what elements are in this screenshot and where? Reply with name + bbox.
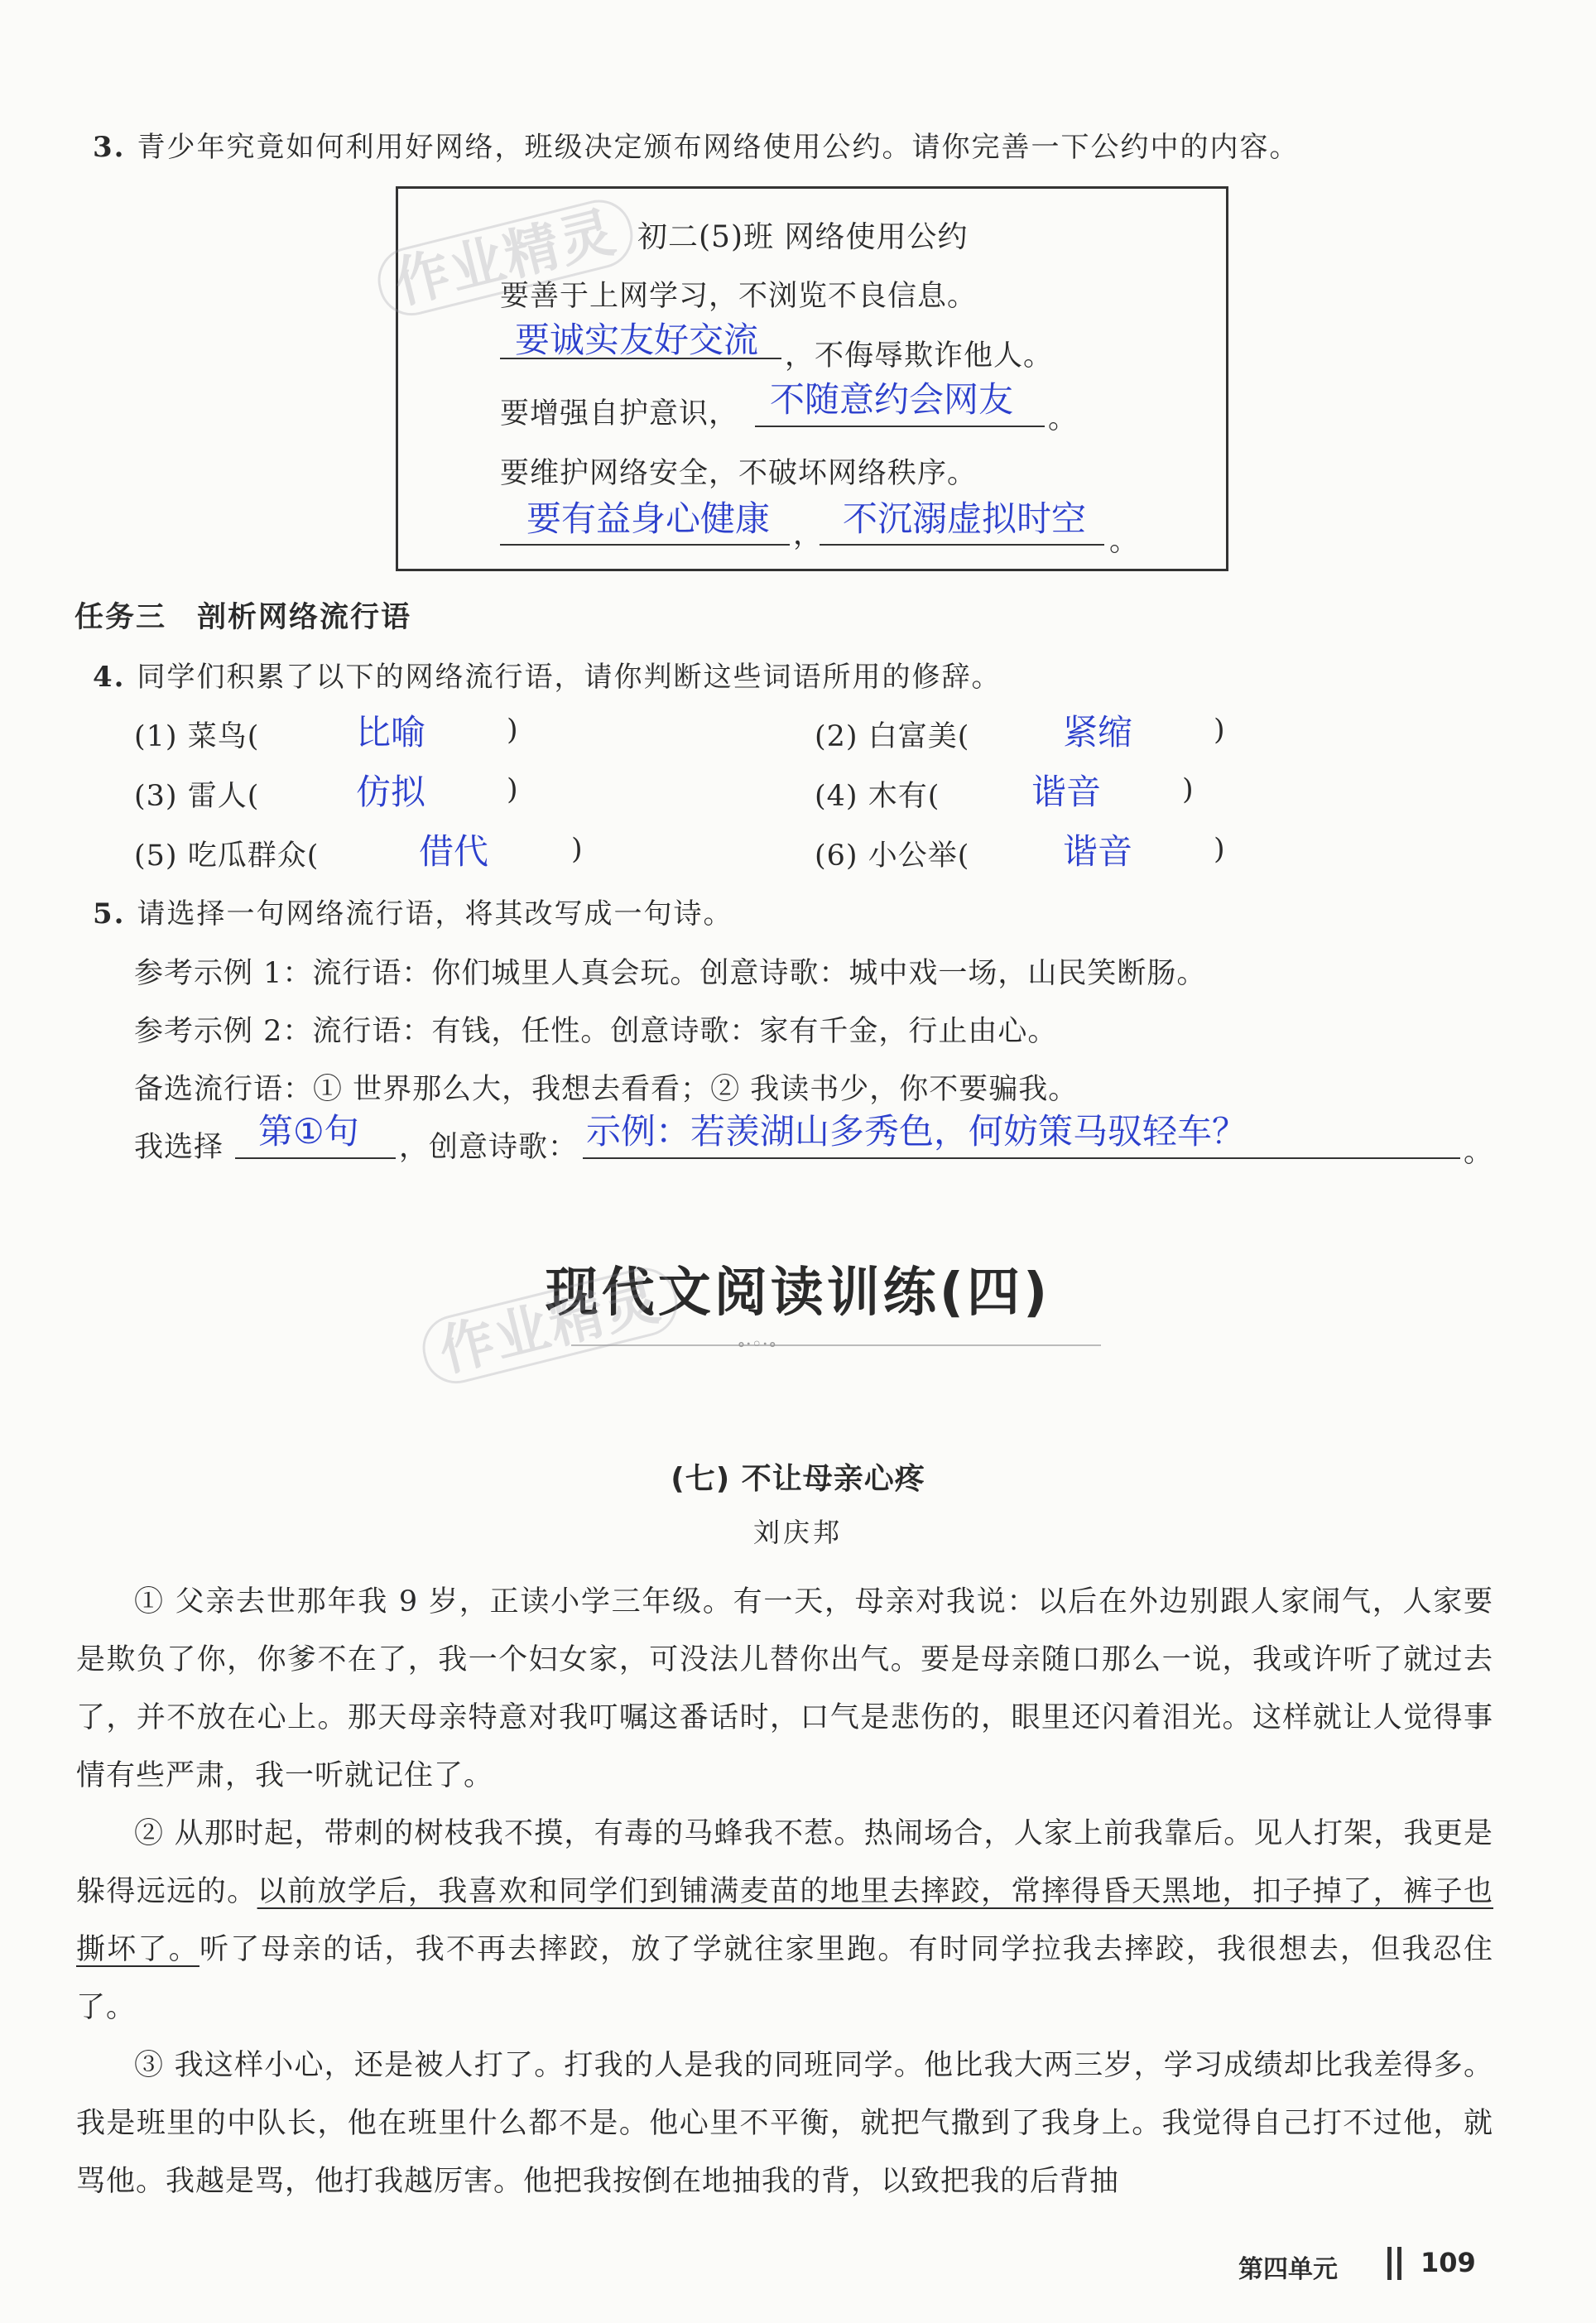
- paragraph-2-underlined: 以前放学后，我喜欢和同学们到铺满麦苗的地里去摔跤，常摔得昏天黑地，扣子掉了，裤子也撕坏了。: [76, 1875, 1493, 1966]
- q5-choose-label: 我选择: [134, 1131, 224, 1164]
- q4-item-5-answer: 借代: [419, 831, 489, 872]
- footer-bar-2: [1397, 2247, 1401, 2280]
- q5-number: 5.: [93, 897, 126, 931]
- q5-poem-label: ，创意诗歌：: [399, 1131, 579, 1164]
- q5-end: 。: [1464, 1136, 1494, 1169]
- convention-line-3-end: 。: [1048, 402, 1079, 435]
- article-title: (七) 不让母亲心疼: [671, 1462, 925, 1496]
- answer-line-5a: 要有益身心健康: [526, 498, 771, 539]
- q5-prompt: [93, 891, 733, 931]
- convention-title: 初二(5)班 网络使用公约: [637, 220, 969, 254]
- paragraph-3: ③ 我这样小心，还是被人打了。打我的人是我的同班同学。他比我大两三岁，学习成绩却比我差得多。我是班里的中队长，他在班里什么都不是。他心里不平衡，就把气撒到了我身上。我觉得自己打不过他，就骂他。我越是骂，他打我越厉害。他把我按倒在地抽我的背，以致把我的后背抽: [76, 2049, 1493, 2198]
- q4-item-3-label: (3) 雷人(: [134, 780, 260, 813]
- q5-options: 备选流行语：① 世界那么大，我想去看看；② 我读书少，你不要骗我。: [134, 1073, 1079, 1106]
- q4-item-4-label: (4) 木有(: [815, 780, 940, 813]
- blank-line-3: [755, 426, 1045, 427]
- footer-bar-1: [1387, 2247, 1392, 2280]
- paragraph-2-start: ② 从那时起，带刺的树枝我不摸，有毒的马蜂我不惹。热闹场合，人家上前我靠后。见人打架，我更是躲得远远的。: [76, 1817, 1493, 1908]
- task3-title: 任务三 剖析网络流行语: [75, 601, 412, 634]
- q3-prompt: [93, 124, 1300, 165]
- article-author: 刘庆邦: [752, 1517, 843, 1548]
- blank-line-5b: [820, 544, 1104, 546]
- watermark-1: 作业精灵: [368, 183, 640, 322]
- convention-line-5-end: 。: [1109, 525, 1140, 558]
- q5-poem-answer: 示例：若羡湖山多秀色，何妨策马驭轻车？: [586, 1111, 1247, 1152]
- convention-line-3-prefix: 要增强自护意识，: [500, 397, 739, 430]
- convention-line-1: 要善于上网学习，不浏览不良信息。: [500, 280, 978, 313]
- q4-item-2-close: ): [1214, 714, 1226, 747]
- convention-line-4: 要维护网络安全，不破坏网络秩序。: [500, 457, 978, 490]
- q5-example-2: 参考示例 2：流行语：有钱，任性。创意诗歌：家有千金，行止由心。: [134, 1015, 1058, 1048]
- answer-line-2: 要诚实友好交流: [515, 320, 759, 360]
- q5-example-1: 参考示例 1：流行语：你们城里人真会玩。创意诗歌：城中戏一场，山民笑断肠。: [134, 957, 1207, 990]
- q4-item-6-close: ): [1214, 833, 1226, 866]
- convention-line-2-rest: ，不侮辱欺诈他人。: [785, 339, 1054, 373]
- q5-poem-blank: [583, 1157, 1460, 1159]
- blank-line-2: [500, 358, 781, 359]
- q4-item-3-answer: 仿拟: [356, 772, 426, 812]
- q4-item-5-close: ): [571, 833, 584, 866]
- q4-item-3-close: ): [507, 773, 519, 806]
- q5-text: 请选择一句网络流行语，将其改写成一句诗。: [137, 897, 733, 931]
- footer-unit: 第四单元: [1238, 2255, 1338, 2284]
- paragraph-2-end: 听了母亲的话，我不再去摔跤，放了学就往家里跑。有时同学拉我去摔跤，我很想去，但我忍住了。: [76, 1933, 1493, 2024]
- q4-item-5-label: (5) 吃瓜群众(: [134, 839, 320, 873]
- q3-number: 3.: [93, 131, 126, 164]
- convention-line-5-comma: ，: [793, 518, 824, 551]
- q5-choose-answer: 第①句: [258, 1111, 359, 1152]
- section-divider: [571, 1344, 1101, 1346]
- paragraph-1: ① 父亲去世那年我 9 岁，正读小学三年级。有一天，母亲对我说：以后在外边别跟人家闹气，人家要是欺负了你，你爹不在了，我一个妇女家，可没法儿替你出气。要是母亲随口那么一说，我或许听了就过去了，并不放在心上。那天母亲特意对我叮嘱这番话时，口气是悲伤的，眼里还闪着泪光。这样就让人觉得事情有些严肃，我一听就记住了。: [76, 1585, 1493, 1792]
- q5-choose-blank: [235, 1157, 396, 1159]
- q4-item-1-label: (1) 菜鸟(: [134, 720, 260, 753]
- q4-item-4-answer: 谐音: [1031, 772, 1102, 812]
- blank-line-5a: [500, 544, 790, 546]
- q4-item-1-close: ): [507, 714, 519, 747]
- q4-item-6-label: (6) 小公举(: [815, 839, 970, 873]
- q4-item-6-answer: 谐音: [1063, 831, 1133, 872]
- answer-line-5b: 不沉溺虚拟时空: [843, 498, 1087, 539]
- divider-ornament-icon: ∘·◦·∘: [737, 1335, 777, 1355]
- q4-item-1-answer: 比喻: [356, 712, 426, 753]
- q4-item-2-label: (2) 白富美(: [815, 720, 970, 753]
- q4-prompt: [93, 654, 1002, 695]
- paragraph-2: [76, 1805, 1493, 2037]
- section-title: 现代文阅读训练(四): [545, 1262, 1051, 1324]
- q4-item-4-close: ): [1182, 773, 1195, 806]
- q4-item-2-answer: 紧缩: [1063, 712, 1133, 753]
- answer-line-3: 不随意约会网友: [770, 379, 1014, 420]
- page-number: 109: [1421, 2247, 1476, 2278]
- q4-text: 同学们积累了以下的网络流行语，请你判断这些词语所用的修辞。: [137, 661, 1002, 694]
- q4-number: 4.: [93, 661, 126, 694]
- watermark-2: 作业精灵: [413, 1251, 685, 1390]
- q3-text: 青少年究竟如何利用好网络，班级决定颁布网络使用公约。请你完善一下公约中的内容。: [137, 131, 1300, 164]
